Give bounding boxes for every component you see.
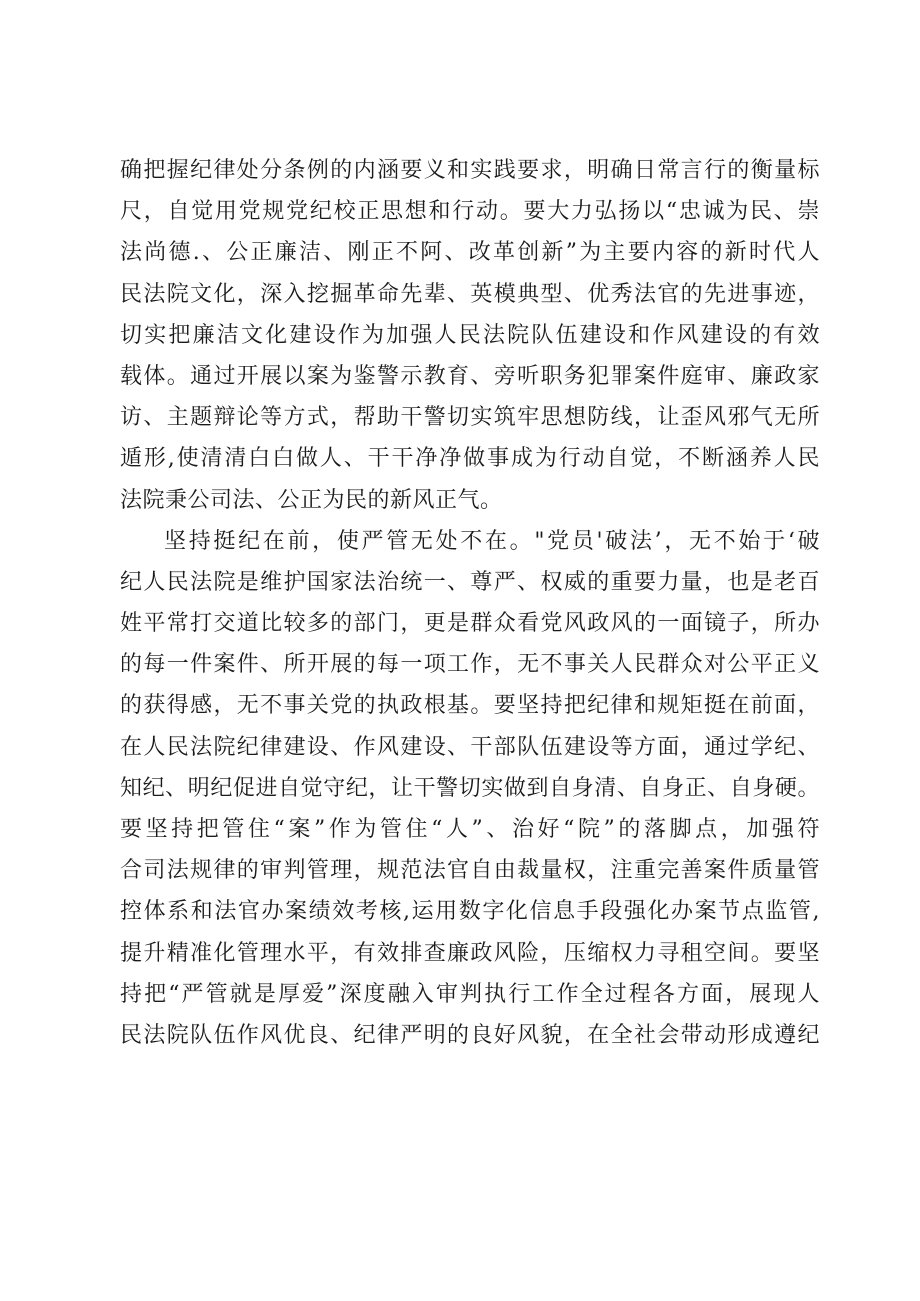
text-line: 的获得感，无不事关党的执政根基。要坚持把纪律和规矩挺在前面， [120,693,820,719]
text-line: 在人民法院纪律建设、作风建设、干部队伍建设等方面，通过学纪、 [120,734,820,760]
text-line: 持把“严管就是厚爱”深度融入审判执行工作全过程各方面，展现人 [120,981,820,1007]
text-line: 切实把廉洁文化建设作为加强人民法院队伍建设和作风建设的有效 [120,322,820,348]
text-line: 要坚持把管住“案”作为管住“人”、治好“院”的落脚点，加强符 [120,817,820,842]
text-line: 民法院文化，深入挖掘革命先辈、英模典型、优秀法官的先进事迹， [120,281,820,307]
text-line: 确把握纪律处分条例的内涵要义和实践要求，明确日常言行的衡量标 [120,158,820,183]
paragraph-first-line: 坚持挺纪在前，使严管无处不在。"党员'破法’，无不始于‘破 [164,528,820,554]
text-line: 民法院队伍作风优良、纪律严明的良好风貌，在全社会带动形成遵纪 [120,1022,820,1048]
text-line: 合司法规律的审判管理，规范法官自由裁量权，注重完善案件质量管 [120,858,820,884]
document-body [120,150,820,1056]
text-line: 尺，自觉用党规党纪校正思想和行动。要大力弘扬以“忠诚为民、崇 [120,199,820,225]
text-line: 的每一件案件、所开展的每一项工作，无不事关人民群众对公平正义 [120,652,820,678]
text-line: 载体。通过开展以案为鉴警示教育、旁听职务犯罪案件庭审、廉政家 [120,363,820,389]
text-line: 访、主题辩论等方式，帮助干警切实筑牢思想防线，让歪风邪气无所 [120,405,820,431]
text-line: 纪人民法院是维护国家法治统一、尊严、权威的重要力量，也是老百 [120,569,820,595]
text-line: 遁形,使清清白白做人、干干净净做事成为行动自觉，不断涵养人民 [120,446,820,472]
text-line: 法尚德.、公正廉洁、刚正不阿、改革创新”为主要内容的新时代人 [120,240,820,266]
text-line: 知纪、明纪促进自觉守纪，让干警切实做到自身清、自身正、自身硬。 [120,775,820,801]
text-line: 提升精准化管理水平，有效排查廉政风险，压缩权力寻租空间。要坚 [120,940,820,966]
text-line: 控体系和法官办案绩效考核,运用数字化信息手段强化办案节点监管, [120,899,820,925]
text-line: 法院秉公司法、公正为民的新风正气。 [120,487,503,513]
text-line: 姓平常打交道比较多的部门，更是群众看党风政风的一面镜子，所办 [120,611,820,637]
